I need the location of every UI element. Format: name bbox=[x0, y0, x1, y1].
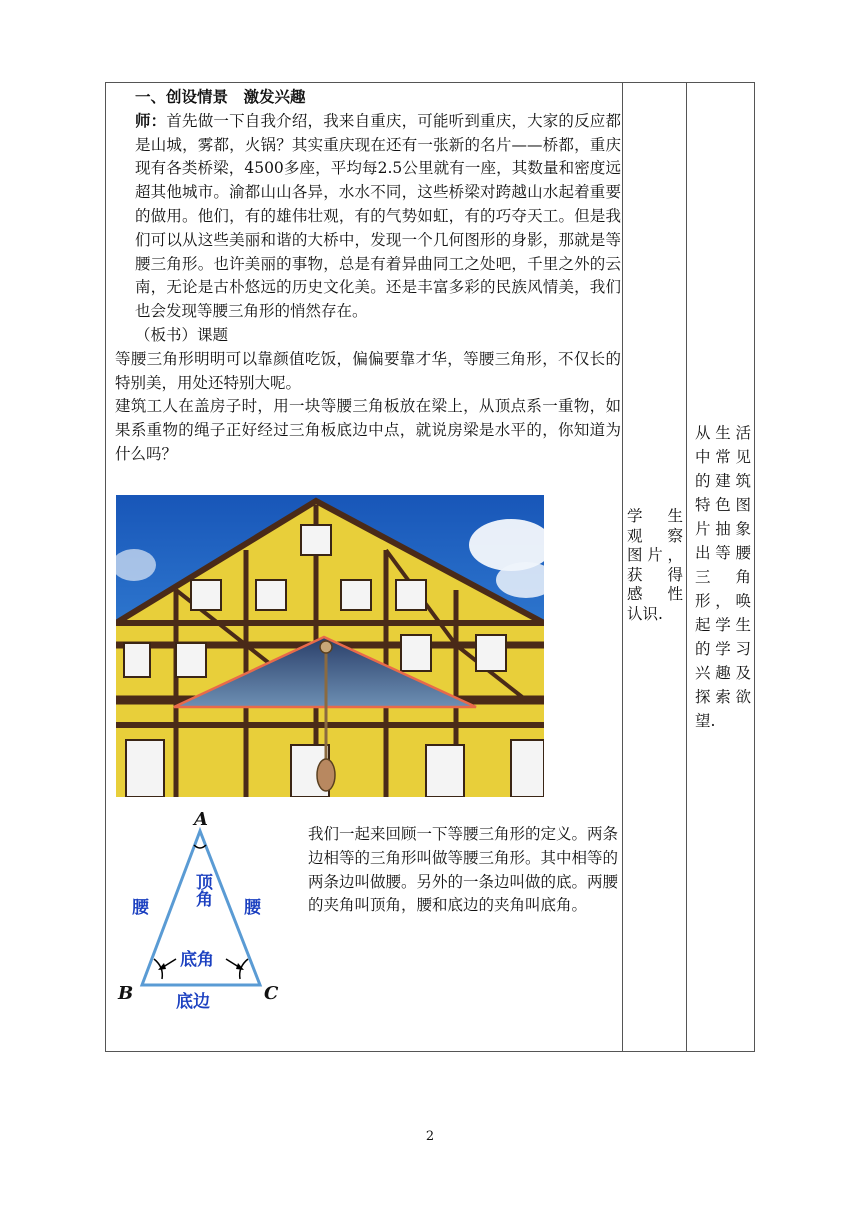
vertex-b-label: B bbox=[118, 983, 134, 1004]
left-leg-label: 腰 bbox=[132, 898, 149, 918]
design-intent-line: 中常见 bbox=[695, 448, 751, 466]
design-intent-line: 起学生 bbox=[695, 616, 751, 634]
student-activity-line: 图片， bbox=[627, 546, 683, 564]
design-intent-line: 出等腰 bbox=[695, 544, 751, 562]
lesson-table bbox=[105, 82, 755, 1052]
design-intent-line: 从生活 bbox=[695, 424, 751, 442]
design-intent-line: 三 角 bbox=[695, 568, 751, 586]
design-intent-line: 片抽象 bbox=[695, 520, 751, 538]
paragraph-3: 建筑工人在盖房子时，用一块等腰三角板放在梁上，从顶点系一重物，如果系重物的绳子正好经过三角板底边中点，就说房梁是水平的，你知道为什么吗？ bbox=[115, 397, 621, 463]
column-divider-1 bbox=[622, 83, 623, 1051]
student-activity-line: 认识. bbox=[627, 604, 663, 623]
design-intent-line: 探索欲 bbox=[695, 688, 751, 706]
right-leg-label: 腰 bbox=[244, 898, 261, 918]
student-activity-cell bbox=[627, 507, 683, 624]
building-photo bbox=[116, 495, 544, 797]
intro-paragraph bbox=[115, 109, 621, 324]
design-intent-line: 特色图 bbox=[695, 496, 751, 514]
section-heading: 一、创设情景 激发兴趣 bbox=[135, 87, 306, 106]
design-intent-line: 望. bbox=[695, 712, 716, 730]
student-activity-line: 感 性 bbox=[627, 585, 683, 603]
paragraph-2: 等腰三角形明明可以靠颜值吃饭，偏偏要靠才华，等腰三角形，不仅长的特别美，用处还特别大呢。 bbox=[115, 349, 621, 392]
student-activity-line: 观 察 bbox=[627, 526, 683, 545]
column-divider-2 bbox=[686, 83, 687, 1051]
main-content-cell bbox=[115, 85, 621, 467]
student-activity-line: 学 生 bbox=[627, 507, 683, 525]
intro-text: 首先做一下自我介绍，我来自重庆，可能听到重庆，大家的反应都是山城，雾都，火锅？其实重庆现在还有一张新的名片——桥都，重庆现有各类桥梁，4500多座，平均每2.5公里就有一座，其数量和密度远超其他城市。渝都山山各异，水水不同，这些桥梁对跨越山水起着重要的做用。他们，有的雄伟壮观，有的气势如虹，有的巧夺天工。但是我们可以从这些美丽和谐的大桥中，发现一个几何图形的身影，那就是等腰三角形。也许美丽的事物，总是有着异曲同工之处吧，千里之外的云南，无论是古朴悠远的历史文化美。还是丰富多彩的民族风情美，我们也会发现等腰三角形的悄然存在。 bbox=[135, 111, 621, 321]
base-angle-label: 底角 bbox=[180, 950, 214, 970]
teacher-label: 师： bbox=[135, 110, 167, 130]
design-intent-line: 兴趣及 bbox=[695, 664, 751, 682]
base-label: 底边 bbox=[176, 992, 210, 1009]
board-note: （板书）课题 bbox=[135, 325, 229, 344]
vertex-c-label: C bbox=[264, 983, 279, 1004]
design-intent-line: 的学习 bbox=[695, 640, 751, 658]
apex-angle-label: 顶角 bbox=[192, 873, 212, 907]
page-number: 2 bbox=[425, 1129, 435, 1144]
design-intent-line: 形，唤 bbox=[695, 592, 751, 610]
student-activity-line: 获 得 bbox=[627, 565, 683, 584]
isosceles-triangle-diagram bbox=[114, 809, 289, 1009]
design-intent-cell bbox=[695, 421, 751, 733]
design-intent-line: 的建筑 bbox=[695, 472, 751, 490]
vertex-a-label: A bbox=[194, 809, 208, 830]
definition-paragraph: 我们一起来回顾一下等腰三角形的定义。两条边相等的三角形叫做等腰三角形。其中相等的两条边叫做腰。另外的一条边叫做的底。两腰的夹角叫顶角，腰和底边的夹角叫底角。 bbox=[308, 825, 619, 915]
